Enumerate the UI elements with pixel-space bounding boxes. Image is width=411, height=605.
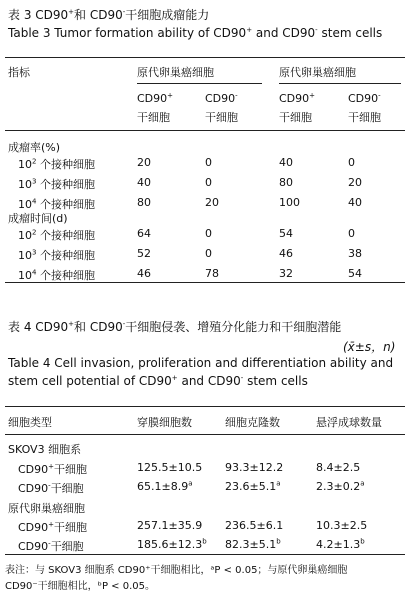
table3-col-cd90neg-2: CD90- [348,91,381,105]
table3-top-rule [5,57,405,58]
t3-time-cell: 0 [205,247,212,260]
table3-group1-underline [137,83,262,84]
t3-rate-cell: 80 [137,196,151,209]
t4-cell: 65.1±8.9$^a$ [137,479,193,493]
table3-col-cd90neg: CD90- [205,91,238,105]
table4-group-skov3: SKOV3 细胞系 [8,443,82,456]
t3-time-cell: 0 [205,227,212,240]
table3-header-rule [5,130,405,131]
t4-row-label: CD90+干细胞 [18,520,88,534]
t4-cell: 125.5±10.5 [137,461,203,474]
t3-time-cell: 52 [137,247,151,260]
table3-col-cd90pos: CD90+ [137,91,174,105]
table3-group1-header: 原代卵巢癌细胞 [137,66,214,79]
table3-section-time: 成瘤时间(d) [8,212,68,225]
table3-col-cd90pos-2: CD90+ [279,91,316,105]
t4-cell: 8.4±2.5 [316,461,361,474]
t4-cell: 236.5±6.1 [225,519,284,532]
t4-cell: 93.3±12.2 [225,461,284,474]
table4-title-en-line2: stem cell potential of CD90+ and CD90- stem cells [8,374,308,388]
t3-rate-row-label: $10^2$ 个接种细胞 [18,157,95,171]
table4-header-rule [5,434,405,435]
table4-footnote-line1: 表注：与 SKOV3 细胞系 CD90⁺干细胞相比，ᵃP < 0.05；与原代卵巢癌细胞 [5,565,348,576]
t4-cell: 23.6±5.1$^a$ [225,479,281,493]
table4-header-invasion: 穿膜细胞数 [137,416,192,429]
t3-rate-cell: 20 [137,156,151,169]
t4-cell: 257.1±35.9 [137,519,203,532]
table4-stat-note: (x̄±s，n) [343,340,396,354]
t3-rate-cell: 80 [279,176,293,189]
t3-time-cell: 54 [348,267,362,280]
table4-group-primary: 原代卵巢癌细胞 [8,502,85,515]
t3-time-cell: 46 [137,267,151,280]
t4-row-label: CD90-干细胞 [18,539,84,553]
t4-row-label: CD90-干细胞 [18,481,84,495]
table4-bottom-rule [5,554,405,555]
t3-rate-cell: 20 [348,176,362,189]
t3-time-cell: 32 [279,267,293,280]
table3-section-rate: 成瘤率(%) [8,141,61,154]
table3-bottom-rule [5,282,405,283]
t3-time-cell: 38 [348,247,362,260]
table4-footnote-line2: CD90⁻干细胞相比，ᵇP < 0.05。 [5,581,155,592]
t3-time-cell: 54 [279,227,293,240]
table4-header-clone: 细胞克隆数 [225,416,280,429]
t3-time-cell: 0 [348,227,355,240]
t3-time-cell: 46 [279,247,293,260]
table4-header-sphere: 悬浮成球数量 [316,416,382,429]
t3-rate-cell: 0 [205,156,212,169]
table3-title-en: Table 3 Tumor formation ability of CD90+ and CD90- stem cells [8,26,383,40]
t3-rate-cell: 40 [137,176,151,189]
table3-header-indicator: 指标 [8,66,30,79]
table4-footnote [5,563,405,595]
t3-time-row-label: $10^2$ 个接种细胞 [18,228,95,242]
t3-rate-cell: 20 [205,196,219,209]
table3-col-stem-2: 干细胞 [205,111,238,124]
table4-title-en-line1: Table 4 Cell invasion, proliferation and differentiation ability and [8,356,394,370]
table4-title-cn: 表 4 CD90+和 CD90-干细胞侵袭、增殖分化能力和干细胞潜能 [8,320,342,334]
table4-header-type: 细胞类型 [8,416,52,429]
t4-cell: 185.6±12.3$^b$ [137,537,207,551]
table3-group2-underline [279,83,401,84]
t3-time-row-label: $10^4$ 个接种细胞 [18,268,95,282]
t4-cell: 82.3±5.1$^b$ [225,537,281,551]
table4-top-rule [5,406,405,407]
table3-col-stem-4: 干细胞 [348,111,381,124]
table3-col-stem-3: 干细胞 [279,111,312,124]
t3-rate-cell: 0 [205,176,212,189]
t3-rate-row-label: $10^4$ 个接种细胞 [18,197,95,211]
t4-cell: 2.3±0.2$^a$ [316,479,365,493]
t3-rate-cell: 40 [279,156,293,169]
table3-title-cn: 表 3 CD90+和 CD90-干细胞成瘤能力 [8,8,210,22]
t3-rate-row-label: $10^3$ 个接种细胞 [18,177,95,191]
t4-cell: 4.2±1.3$^b$ [316,537,365,551]
table3-col-stem-1: 干细胞 [137,111,170,124]
t3-time-cell: 78 [205,267,219,280]
t3-time-row-label: $10^3$ 个接种细胞 [18,248,95,262]
t3-rate-cell: 40 [348,196,362,209]
t4-row-label: CD90+干细胞 [18,462,88,476]
t4-cell: 10.3±2.5 [316,519,368,532]
t3-rate-cell: 0 [348,156,355,169]
table3-group2-header: 原代卵巢癌细胞 [279,66,356,79]
t3-rate-cell: 100 [279,196,300,209]
t3-time-cell: 64 [137,227,151,240]
